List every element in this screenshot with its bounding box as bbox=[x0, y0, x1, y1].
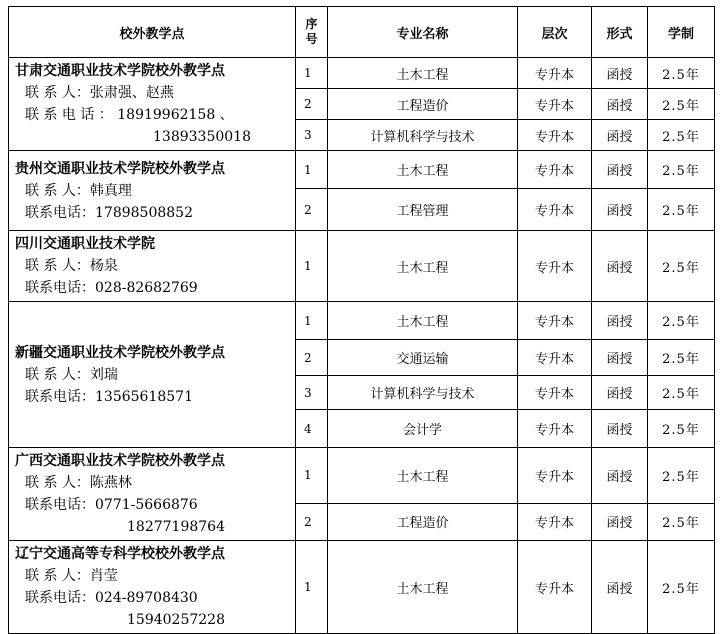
site-contact: 联 系 人：陈燕林 bbox=[25, 475, 132, 491]
major-cell: 工程造价 bbox=[328, 503, 518, 540]
duration-cell: 2.5年 bbox=[648, 89, 715, 120]
level-cell: 专升本 bbox=[518, 189, 592, 231]
table-row bbox=[9, 541, 715, 634]
site-phone: 联系电话：13565618571 bbox=[25, 388, 193, 405]
seq-cell: 2 bbox=[296, 189, 328, 231]
table-row bbox=[9, 302, 715, 340]
duration-cell: 2.5年 bbox=[648, 340, 715, 376]
site-name: 贵州交通职业技术学院校外教学点 bbox=[15, 160, 225, 177]
major-cell: 土木工程 bbox=[328, 541, 518, 634]
site-cell bbox=[9, 58, 296, 151]
site-name: 甘肃交通职业技术学院校外教学点 bbox=[15, 63, 225, 79]
site-phone-2: 18277198764 bbox=[127, 519, 225, 535]
major-cell: 土木工程 bbox=[328, 448, 518, 504]
form-cell: 函授 bbox=[592, 448, 648, 504]
level-cell: 专升本 bbox=[518, 376, 592, 410]
major-cell: 土木工程 bbox=[328, 231, 518, 302]
site-phone: 联系电话：024-89708430 bbox=[25, 590, 198, 606]
form-cell: 函授 bbox=[592, 503, 648, 540]
site-contact: 联 系 人：杨泉 bbox=[25, 258, 118, 274]
header-site: 校外教学点 bbox=[9, 7, 296, 58]
site-contact: 联 系 人：刘瑞 bbox=[25, 366, 118, 383]
header-form: 形式 bbox=[592, 7, 648, 58]
header-duration: 学制 bbox=[648, 7, 715, 58]
table-row bbox=[9, 231, 715, 302]
seq-cell: 1 bbox=[296, 302, 328, 340]
site-contact: 联 系 人：肖莹 bbox=[25, 568, 118, 584]
major-cell: 工程造价 bbox=[328, 89, 518, 120]
level-cell: 专升本 bbox=[518, 541, 592, 634]
level-cell: 专升本 bbox=[518, 151, 592, 189]
site-cell bbox=[9, 302, 296, 448]
duration-cell: 2.5年 bbox=[648, 231, 715, 302]
site-contact: 联 系 人：张肃强、赵燕 bbox=[25, 85, 174, 101]
duration-cell: 2.5年 bbox=[648, 376, 715, 410]
seq-cell: 1 bbox=[296, 541, 328, 634]
seq-cell: 1 bbox=[296, 58, 328, 89]
duration-cell: 2.5年 bbox=[648, 151, 715, 189]
level-cell: 专升本 bbox=[518, 120, 592, 151]
site-name: 广西交通职业技术学院校外教学点 bbox=[15, 453, 225, 469]
major-cell: 计算机科学与技术 bbox=[328, 376, 518, 410]
header-row bbox=[9, 7, 715, 58]
site-phone: 联 系 电 话 ： 18919962158 、 bbox=[25, 107, 234, 123]
major-cell: 土木工程 bbox=[328, 151, 518, 189]
table-row bbox=[9, 58, 715, 89]
form-cell: 函授 bbox=[592, 340, 648, 376]
site-cell bbox=[9, 541, 296, 634]
major-cell: 交通运输 bbox=[328, 340, 518, 376]
site-phone-2: 15940257228 bbox=[127, 612, 225, 628]
seq-cell: 2 bbox=[296, 340, 328, 376]
level-cell: 专升本 bbox=[518, 89, 592, 120]
duration-cell: 2.5年 bbox=[648, 120, 715, 151]
site-phone-2: 13893350018 bbox=[153, 129, 251, 145]
major-cell: 工程管理 bbox=[328, 189, 518, 231]
site-name: 新疆交通职业技术学院校外教学点 bbox=[15, 344, 225, 361]
major-cell: 土木工程 bbox=[328, 302, 518, 340]
site-contact: 联 系 人：韩真理 bbox=[25, 182, 132, 199]
form-cell: 函授 bbox=[592, 541, 648, 634]
site-cell bbox=[9, 151, 296, 231]
site-phone: 联系电话：0771-5666876 bbox=[25, 497, 198, 513]
header-level: 层次 bbox=[518, 7, 592, 58]
seq-cell: 2 bbox=[296, 503, 328, 540]
site-name: 辽宁交通高等专科学校校外教学点 bbox=[15, 546, 225, 562]
major-cell: 计算机科学与技术 bbox=[328, 120, 518, 151]
duration-cell: 2.5年 bbox=[648, 58, 715, 89]
site-phone: 联系电话：028-82682769 bbox=[25, 280, 198, 296]
program-table bbox=[8, 6, 715, 634]
level-cell: 专升本 bbox=[518, 302, 592, 340]
level-cell: 专升本 bbox=[518, 410, 592, 448]
table-body bbox=[9, 7, 715, 634]
level-cell: 专升本 bbox=[518, 231, 592, 302]
form-cell: 函授 bbox=[592, 120, 648, 151]
major-cell: 会计学 bbox=[328, 410, 518, 448]
level-cell: 专升本 bbox=[518, 58, 592, 89]
duration-cell: 2.5年 bbox=[648, 503, 715, 540]
form-cell: 函授 bbox=[592, 231, 648, 302]
seq-cell: 1 bbox=[296, 151, 328, 189]
duration-cell: 2.5年 bbox=[648, 410, 715, 448]
table-row bbox=[9, 151, 715, 189]
duration-cell: 2.5年 bbox=[648, 302, 715, 340]
form-cell: 函授 bbox=[592, 410, 648, 448]
seq-cell: 3 bbox=[296, 120, 328, 151]
site-cell bbox=[9, 231, 296, 302]
seq-cell: 4 bbox=[296, 410, 328, 448]
site-name: 四川交通职业技术学院 bbox=[15, 236, 155, 252]
duration-cell: 2.5年 bbox=[648, 448, 715, 504]
level-cell: 专升本 bbox=[518, 340, 592, 376]
duration-cell: 2.5年 bbox=[648, 541, 715, 634]
seq-cell: 1 bbox=[296, 231, 328, 302]
form-cell: 函授 bbox=[592, 151, 648, 189]
form-cell: 函授 bbox=[592, 58, 648, 89]
duration-cell: 2.5年 bbox=[648, 189, 715, 231]
major-cell: 土木工程 bbox=[328, 58, 518, 89]
form-cell: 函授 bbox=[592, 376, 648, 410]
header-seq-text: 序 号 bbox=[305, 17, 318, 46]
seq-cell: 2 bbox=[296, 89, 328, 120]
site-cell bbox=[9, 448, 296, 541]
form-cell: 函授 bbox=[592, 302, 648, 340]
form-cell: 函授 bbox=[592, 189, 648, 231]
header-seq bbox=[296, 7, 328, 58]
site-phone: 联系电话：17898508852 bbox=[25, 204, 193, 221]
seq-cell: 3 bbox=[296, 376, 328, 410]
level-cell: 专升本 bbox=[518, 448, 592, 504]
form-cell: 函授 bbox=[592, 89, 648, 120]
header-major: 专业名称 bbox=[328, 7, 518, 58]
table-row bbox=[9, 448, 715, 504]
seq-cell: 1 bbox=[296, 448, 328, 504]
level-cell: 专升本 bbox=[518, 503, 592, 540]
